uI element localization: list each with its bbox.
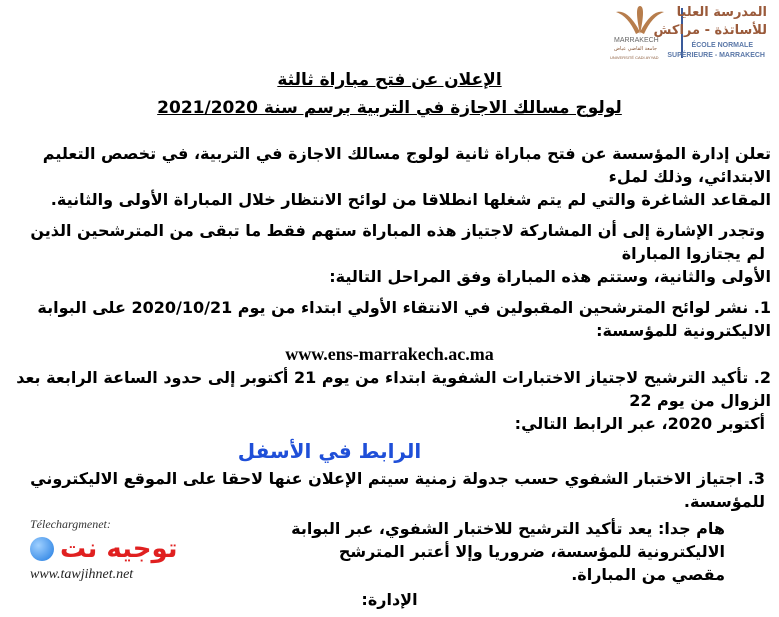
paragraph-1-line-2: المقاعد الشاغرة والتي لم يتم شغلها انطلاقا من لوائح الانتظار خلال المباراة الأولى والثانية. xyxy=(50,190,771,209)
logo-sub-ar: جامعة القاضي عياض xyxy=(614,46,658,52)
step-2-line-2: أكتوبر 2020، عبر الرابط التالي: xyxy=(514,414,765,433)
step-2-line-1: 2. تأكيد الترشيح لاجتياز الاختبارات الشفوية ابتداء من يوم 21 أكتوبر إلى حدود الساعة الرابعة بعد الزوال من يوم 22 xyxy=(16,368,771,410)
logo-sub-fr: UNIVERSITÉ CADI AYYAD xyxy=(610,55,659,60)
tawjihnet-watermark xyxy=(8,517,220,584)
paragraph-2-line-2: الأولى والثانية، وستتم هذه المباراة وفق المراحل التالية: xyxy=(329,267,771,286)
paragraph-1-line-1: تعلن إدارة المؤسسة عن فتح مباراة ثانية لولوج مسالك الاجازة في التربية، في تخصص التعليم الابتدائي، وذلك لملء xyxy=(42,144,771,186)
signature: الإدارة: xyxy=(361,590,418,609)
watermark-url: www.tawjihnet.net xyxy=(30,567,134,582)
announcement-title: الإعلان عن فتح مباراة ثالثة xyxy=(277,70,502,90)
paragraph-2-line-1: وتجدر الإشارة إلى أن المشاركة لاجتياز هذه المباراة ستهم فقط ما تبقى من المترشحين الذين لم يجتازوا المباراة xyxy=(30,221,765,263)
school-website-link[interactable]: www.ens-marrakech.ac.ma xyxy=(285,344,494,364)
school-name-ar-2: للأساتذة - مراكش xyxy=(653,23,767,38)
watermark-label: Télechargmenet: xyxy=(30,517,111,531)
school-name-ar-1: المدرسة العليا xyxy=(676,5,767,20)
globe-icon xyxy=(30,537,54,561)
school-name-fr-2: SUPÉRIEURE - MARRAKECH xyxy=(667,52,765,59)
step-3: 3. اجتياز الاختبار الشفوي حسب جدولة زمنية سيتم الإعلان عنها لاحقا على الموقع الاليكتروني للمؤسسة. xyxy=(30,469,765,511)
school-logo xyxy=(600,4,775,64)
announcement-subtitle: لولوج مسالك الاجازة في التربية برسم سنة 2021/2020 xyxy=(157,98,622,118)
important-note-line-1: هام جدا: يعد تأكيد الترشيح للاختبار الشفوي، عبر البوابة الاليكترونية للمؤسسة، ضروريا وإلا أعتبر المترشح xyxy=(291,519,725,561)
watermark-brand: توجيه نت xyxy=(60,534,178,564)
step-1: 1. نشر لوائح المترشحين المقبولين في الانتقاء الأولي ابتداء من يوم 2020/10/21 على البوابة الاليكترونية للمؤسسة: xyxy=(37,298,771,340)
important-note-line-2: مقصي من المباراة. xyxy=(571,565,725,584)
registration-link[interactable]: الرابط في الأسفل xyxy=(237,439,422,463)
school-name-fr-1: ÉCOLE NORMALE xyxy=(691,42,753,49)
logo-text: MARRAKECH xyxy=(614,37,659,44)
